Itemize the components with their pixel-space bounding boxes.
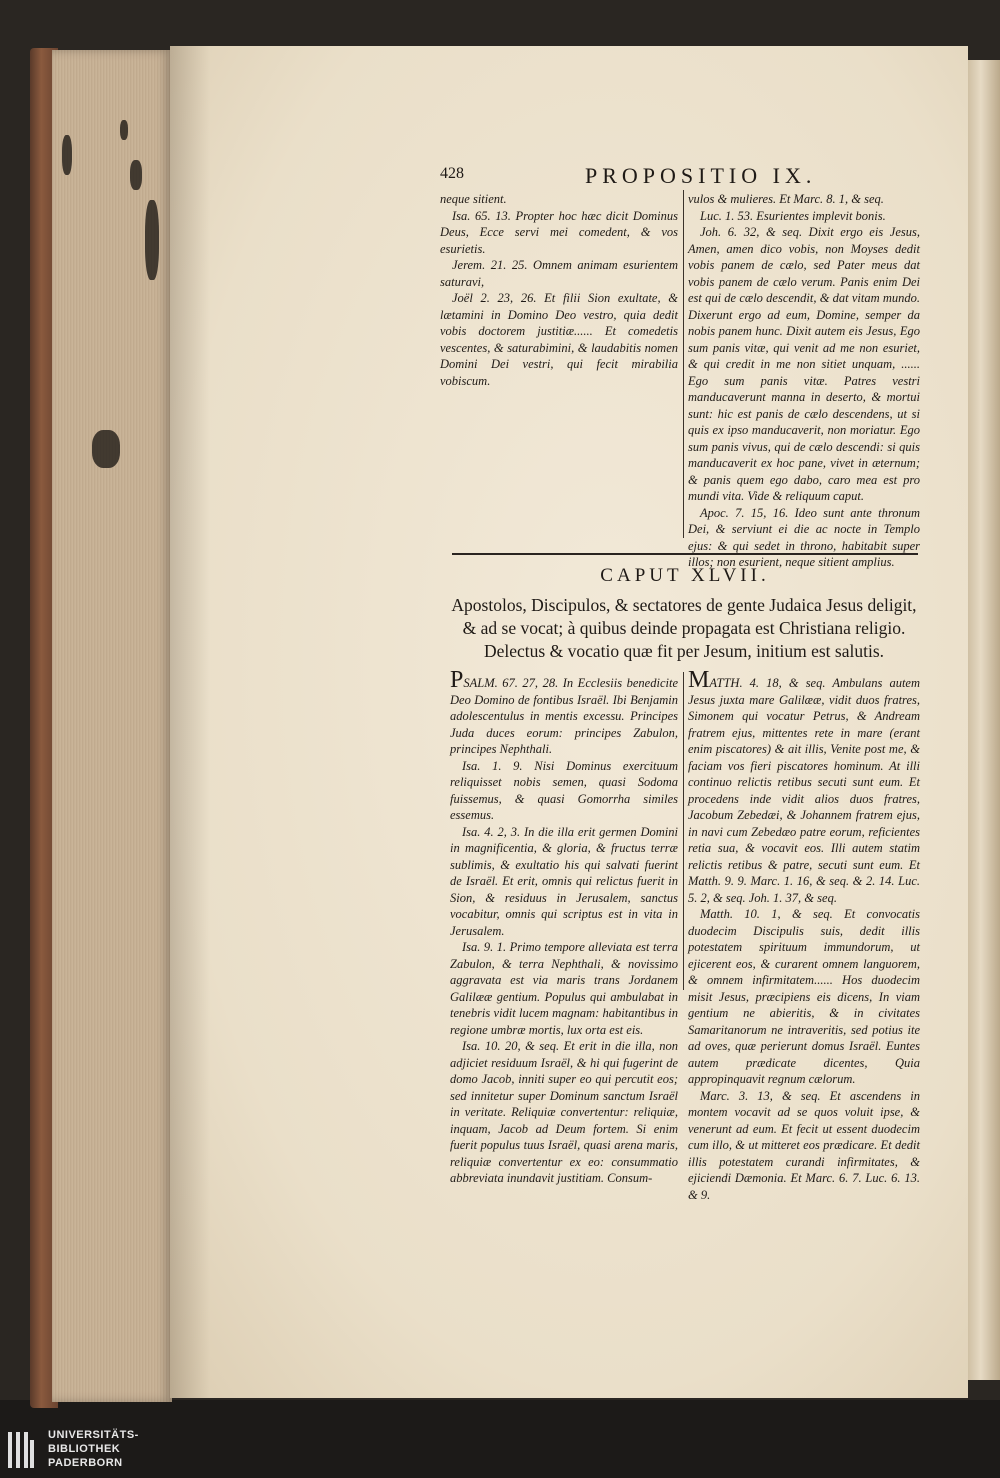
chapter-summary: Apostolos, Discipulos, & sectatores de gente Judaica Jesus deligit, & ad se vocat; à quibus deinde propagata est Christiana religio. Delectus & vocatio quæ fit per Jesum, initium est salutis. (451, 595, 917, 661)
page-number: 428 (440, 165, 464, 182)
top-left-column (440, 191, 678, 389)
paragraph (450, 667, 678, 758)
dropcap: P (450, 667, 464, 693)
paragraph: Marc. 3. 13, & seq. Et ascendens in montem vocavit ad se quos voluit ipse, & venerunt ad eum. Et fecit ut essent duodecim cum illo, & ut mitteret eos prædicare. Et dedit illis potestatem curandi infirmitates, & ejiciendi Dæmonia. Et Marc. 6. 7. Luc. 6. 13. & 9. (688, 1088, 920, 1202)
ink-stain (62, 135, 72, 175)
paragraph: Isa. 1. 9. Nisi Dominus exercituum reliquisset nobis semen, quasi Sodoma fuissemus, & quasi Gomorrha similes essemus. (450, 758, 678, 822)
paragraph: Apoc. 7. 15, 16. Ideo sunt ante thronum Dei, & serviunt ei die ac nocte in Templo ejus: & qui sedet in throno, habitabit super illos; non esurient, neque sitient amplius. (688, 505, 920, 569)
paragraph: vulos & mulieres. Et Marc. 8. 1, & seq. (688, 192, 884, 206)
ink-stain (120, 120, 128, 140)
column-rule (683, 190, 684, 538)
chapter-title: CAPUT XLVII. (600, 565, 770, 586)
paragraph: Isa. 4. 2, 3. In die illa erit germen Domini in magnificentia, & gloria, & fructus terræ sublimis, & exultatio his qui salvati fuerint de Israël. Et erit, omnis qui relictus fuerit in Sion, & residuus in Jerusalem, sanctus vocabitur, omnis qui scriptus est in vita in Jerusalem. (450, 824, 678, 938)
section-divider (452, 553, 918, 555)
paragraph: Joël 2. 23, 26. Et filii Sion exultate, & lætamini in Domino Deo vestro, quia dedit vobis doctorem justitiæ...... Et comedetis vescentes, & saturabimini, & laudabitis nomen Domini Dei vestri, qui fecit mirabilia vobiscum. (440, 291, 678, 388)
dropcap: M (688, 667, 710, 693)
paragraph: neque sitient. (440, 192, 507, 206)
ink-stain (145, 200, 159, 280)
column-rule (683, 672, 684, 990)
gutter-shadow (170, 46, 210, 1398)
paragraph: Isa. 9. 1. Primo tempore alleviata est terra Zabulon, & terra Nephthali, & novissimo aggravata est via maris trans Jordanem Galilææ gentium. Populus qui ambulabat in tenebris vidit lucem magnam: habitantibus in regione umbræ mortis, lux orta est eis. (450, 940, 678, 1037)
logo-line: BIBLIOTHEK (48, 1443, 121, 1455)
top-right-column (688, 191, 920, 571)
paragraph-text: ATTH. 4. 18, & seq. Ambulans autem Jesus juxta mare Galilææ, vidit duos fratres, Simonem qui vocatur Petrus, & Andream fratrem ejus, mittentes rete in mare (erant enim piscatores) & ait illis, Venite post me, & faciam vos fieri piscatores hominum. At illi continuo relictis retibus secuti sunt eum. Et procedens inde vidit alios duos fratres, Jacobum Zebedæi, & Johannem fratrem ejus, in navi cum Zebedæo patre eorum, reficientes retia sua, & vocavit eos. Illi autem statim relictis retibus & patre, secuti sunt eum. Et Matth. 9. 9. Marc. 1. 16, & seq. & 2. 14. Luc. 5. 2, & seq. Joh. 1. 37, & seq. (688, 676, 920, 905)
paragraph-text: SALM. 67. 27, 28. In Ecclesiis benedicite Deo Domino de fontibus Israël. Ibi Benjamin adolescentulus in mentis excessu. Principes Juda duces eorum: principes Zabulon, principes Nephthali. (450, 676, 678, 756)
library-logo-text (48, 1428, 139, 1470)
bottom-left-column (450, 667, 678, 1187)
logo-line: UNIVERSITÄTS- (48, 1429, 139, 1441)
paragraph: Joh. 6. 32, & seq. Dixit ergo eis Jesus, Amen, amen dico vobis, non Moyses dedit vobis panem de cælo, sed Pater meus dat vobis panem de cælo verum. Panis enim Dei est qui de cælo descendit, & dat vitam mundo. Dixerunt ergo ad eum, Domine, semper da nobis panem hunc. Dixit autem eis Jesus, Ego sum panis vitæ, qui venit ad me non esuriet, & qui credit in me non sitiet unquam, ...... Ego sum panis vitæ. Patres vestri manducaverunt manna in deserto, & mortui sunt: hic est panis de cælo descendens, ut si quis ex ipso manducaverit, non moriatur. Ego sum panis vivus, qui de cælo descendi: si quis manducaverit ex hoc pane, vivet in æternum; & panis quem ego dabo, caro mea est pro mundi vita. Vide & reliquum caput. (688, 225, 920, 503)
paragraph: Isa. 65. 13. Propter hoc hæc dicit Dominus Deus, Ecce servi mei comedent, & vos esurietis. (440, 208, 678, 256)
paragraph: Luc. 1. 53. Esurientes implevit bonis. (700, 208, 886, 223)
next-page-edge (968, 60, 1000, 1380)
library-logo-icon (6, 1430, 36, 1470)
paragraph: Isa. 10. 20, & seq. Et erit in die illa, non adjiciet residuum Israël, & hi qui fugerint de domo Jacob, inniti super eo qui percutit eos; sed innitetur super Dominum sanctum Israël in veritate. Reliquiæ convertentur: reliquiæ, inquam, Jacob ad Deum fortem. Si enim fuerit populus tuus Israël, quasi arena maris, reliquiæ convertentur ex eo: consummatio abbreviata inundavit justitiam. Consum- (450, 1039, 678, 1185)
page-header (440, 163, 920, 193)
ink-stain (92, 430, 120, 468)
running-head: PROPOSITIO IX. (585, 163, 817, 188)
ink-stain (130, 160, 142, 190)
background-bottom (0, 1400, 1000, 1478)
paragraph (688, 667, 920, 906)
paragraph: Jerem. 21. 25. Omnem animam esurientem saturavi, (440, 258, 678, 289)
paragraph: Matth. 10. 1, & seq. Et convocatis duodecim Discipulis suis, dedit illis potestatem spirituum immundorum, ut ejicerent eos, & curarent omnem languorem, & omnem infirmitatem...... Hos duodecim misit Jesus, præcipiens eis dicens, In viam gentium ne abieritis, & in civitates Samaritanorum ne intraveritis, sed potius ite ad oves, quæ perierunt domus Israël. Euntes autem prædicate dicentes, Quia appropinquavit regnum cælorum. (688, 907, 920, 1086)
bottom-right-column (688, 667, 920, 1203)
logo-line: PADERBORN (48, 1457, 123, 1469)
library-logo (6, 1428, 146, 1474)
